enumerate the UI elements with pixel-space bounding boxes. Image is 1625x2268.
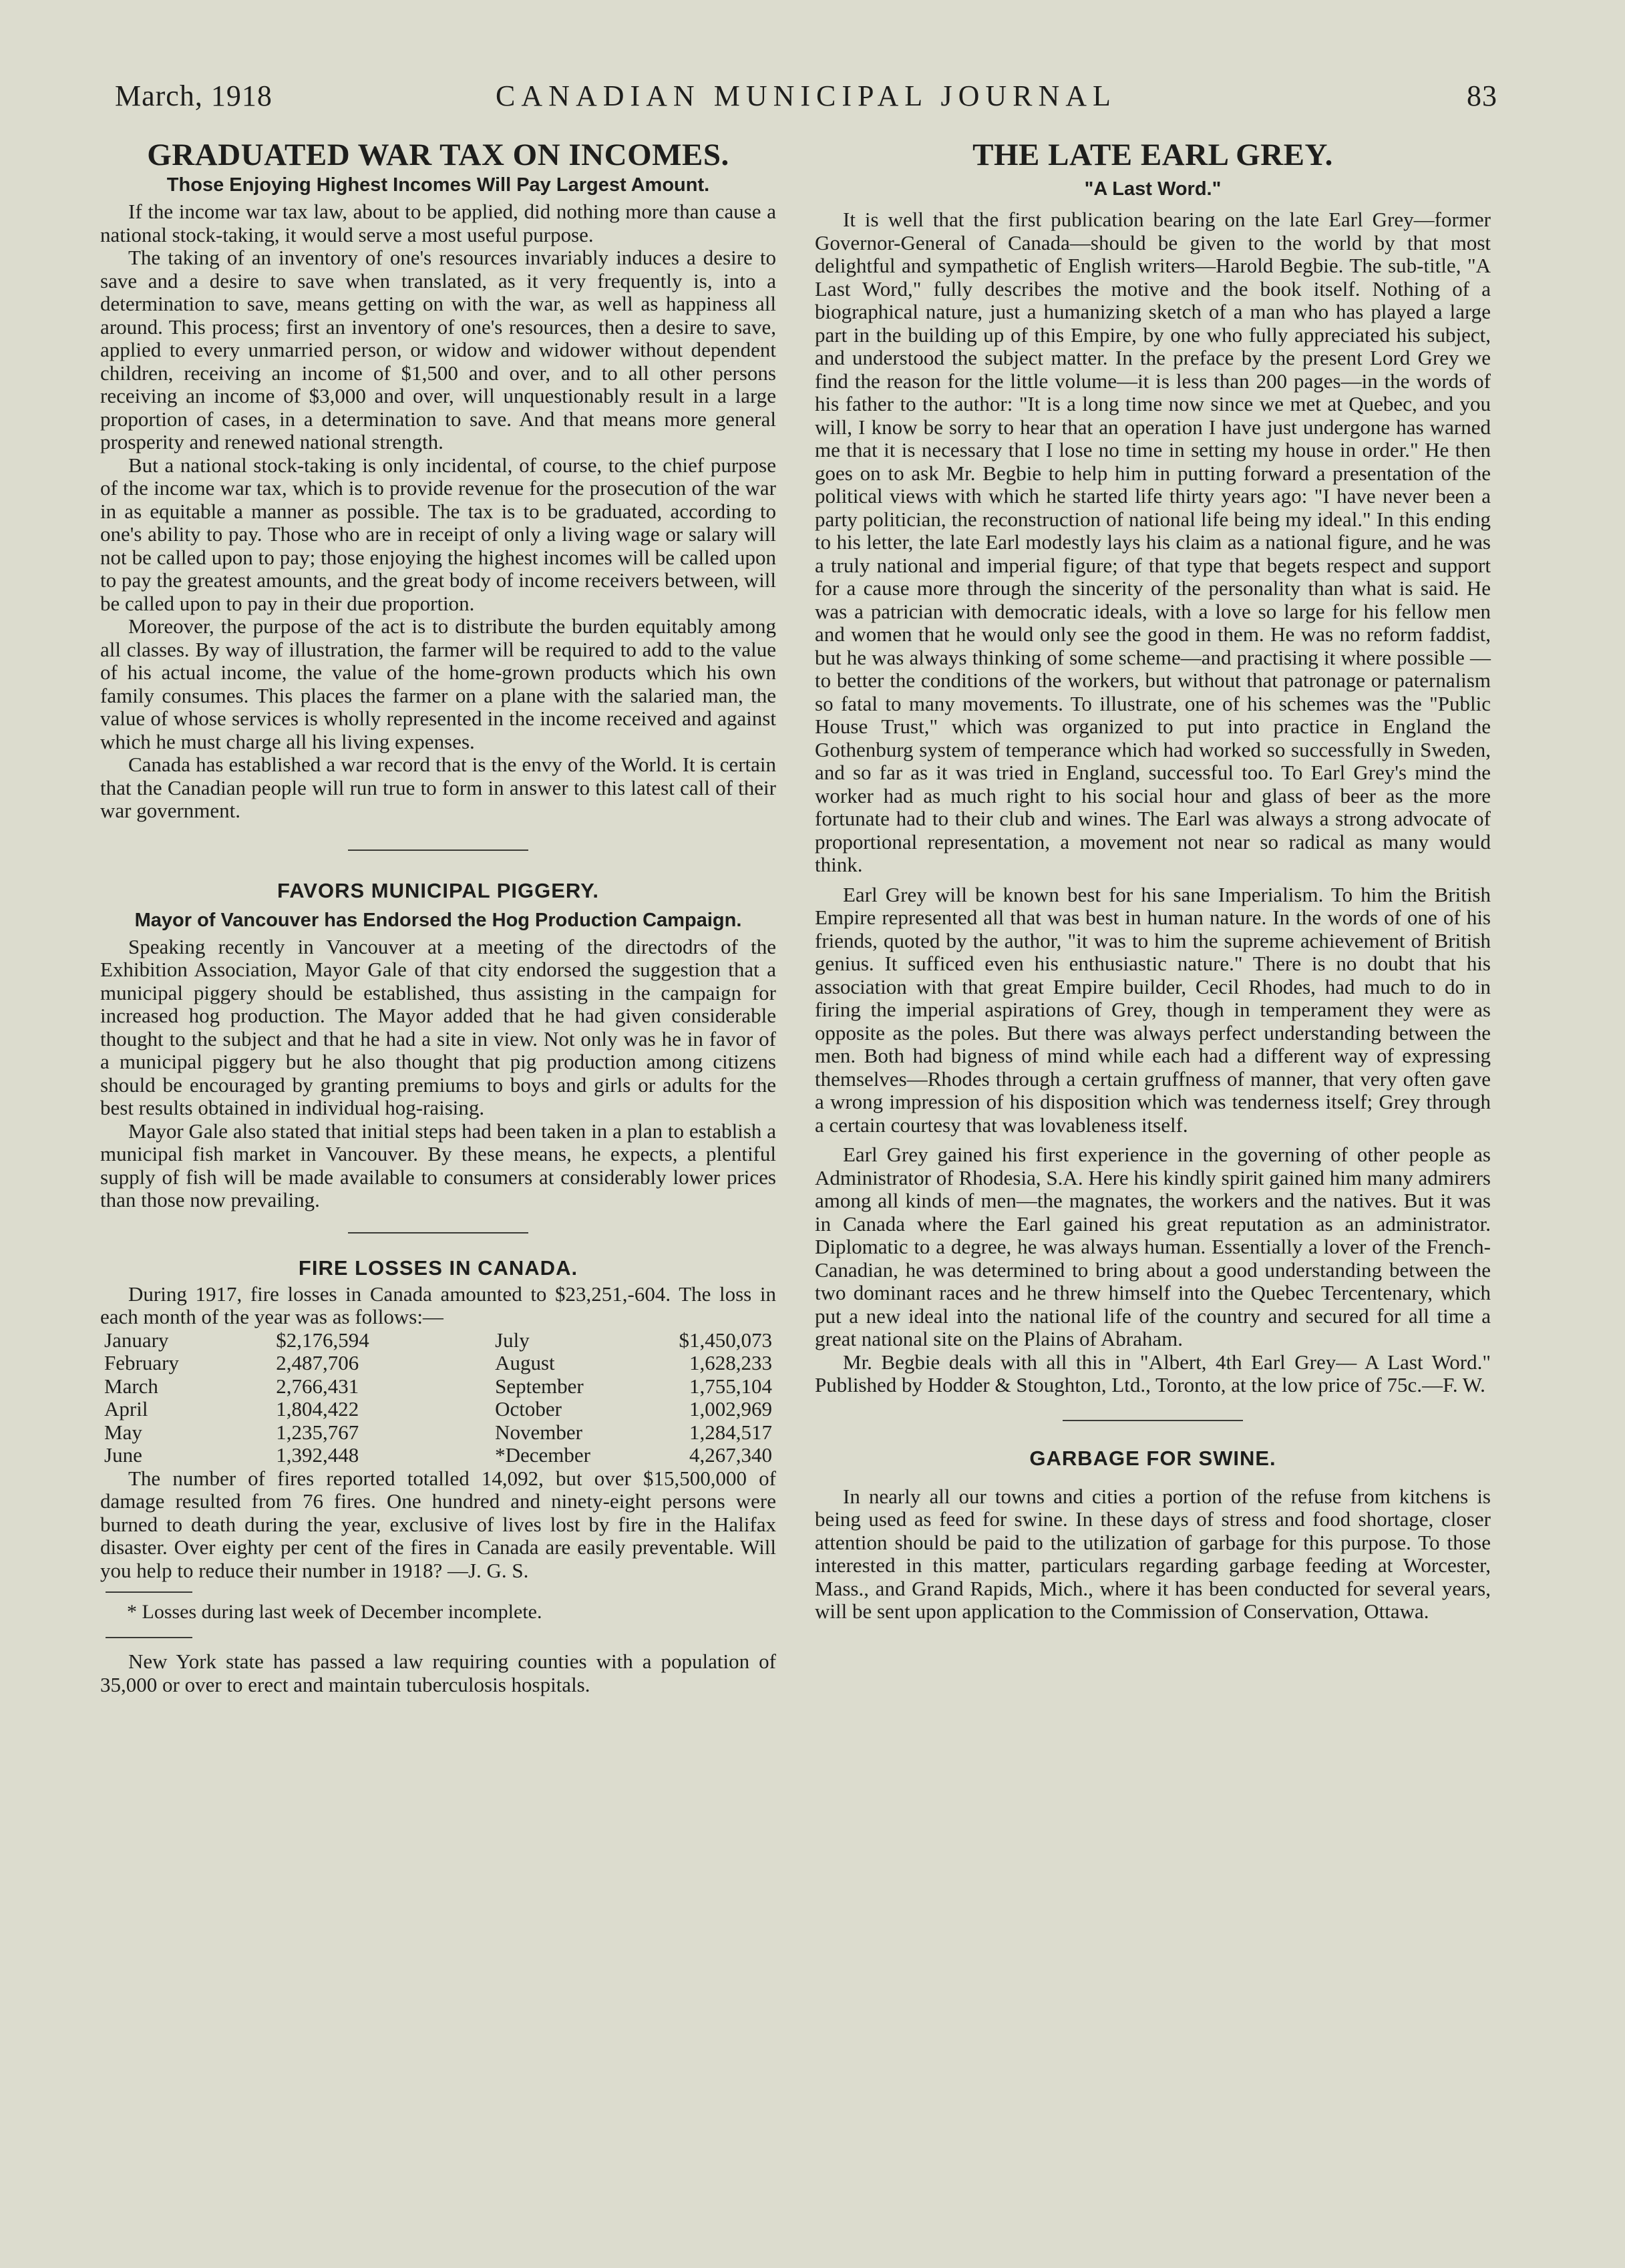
footnote-rule [106, 1637, 192, 1638]
value-cell: 1,804,422 [276, 1397, 359, 1421]
table-row [104, 1375, 772, 1398]
journal-title: CANADIAN MUNICIPAL JOURNAL [496, 79, 1117, 112]
month-cell: January [104, 1328, 169, 1352]
left-column [100, 137, 776, 1696]
value-cell: 4,267,340 [689, 1443, 772, 1467]
value-cell: 2,487,706 [276, 1351, 359, 1374]
footnote-rule [106, 1591, 192, 1593]
month-cell: April [104, 1397, 148, 1421]
paragraph: Earl Grey gained his first experience in the governing of other people as Administrator of Rhodesia, S.A. Here his kindly spirit gained him many admirers among all kinds of men—the magnates, the workers and the natives. But it was in Canada where the Earl gained his great reputation as an administrator. Diplomatic to a degree, he was always human. Essentially a lover of the French-Canadian, he was determined to bring about a good understanding between the two dominant races and he threw himself into the Quebec Tercentenary, which put a new ideal into the national life of the country and secured for all time a great national site on the Plains of Abraham. [815, 1143, 1491, 1350]
value-cell: $1,450,073 [679, 1328, 772, 1352]
paragraph: It is well that the first publication bearing on the late Earl Grey—former Governor-General of Canada—should be given to the world by that most delightful and sympathetic of English writers—Harold Begbie. The sub-title, "A Last Word," fully describes the motive and the book itself. Nothing of a biographical nature, just a humanizing sketch of a man who has played a large part in the building up of this Empire, by one who fully appreciated his subject, and understood the subject matter. In the preface by the present Lord Grey we find the reason for the little volume—it is less than 200 pages—in the words of his father to the author: "It is a long time now since we met at Quebec, and you will, I know be sorry to hear that an operation I have just undergone has warned me that it is necessary that I lose no time in setting my house in order." He then goes on to ask Mr. Begbie to help him in putting forward a presentation of the political views with which he started life thirty years ago: "I have never been a party politician, the reconstruction of national life being my ideal." In this ending to his letter, the late Earl modestly lays his claim as a national figure, and he was a truly national and imperial figure; of that type that begets respect and support for a cause more through the sincerity of the personality than what is said. He was a patrician with democratic ideals, with a love so large for his fellow men and women that he would only see the good in them. He was no reform faddist, but he was always thinking of some scheme—and practising it where possible —to better the conditions of the workers, but without that patronage or paternalism so fatal to many movements. To illustrate, one of his schemes was the "Public House Trust," which was organized to put into practice in England the Gothenburg system of temperance which had worked so successfully in Sweden, and so far as it was tried in England, successful too. To Earl Grey's mind the worker had as much right to his social hour and glass of beer as the more fortunate had to their club and wines. The Earl was always a strong advocate of proportional representation, a movement not near so radical as many would think. [815, 208, 1491, 876]
section-divider [1063, 1420, 1243, 1421]
table-row [104, 1398, 772, 1421]
month-cell: May [104, 1420, 142, 1444]
table-row [104, 1421, 772, 1445]
paragraph: During 1917, fire losses in Canada amounted to $23,251,-604. The loss in each month of the year was as follows:— [100, 1282, 776, 1328]
issue-date: March, 1918 [115, 79, 273, 112]
article-subtitle: Mayor of Vancouver has Endorsed the Hog Production Campaign. [134, 909, 742, 931]
month-cell: September [495, 1374, 584, 1398]
article-title: FIRE LOSSES IN CANADA. [298, 1256, 578, 1280]
page-number: 83 [1467, 79, 1497, 112]
table-row [104, 1444, 772, 1467]
paragraph: Speaking recently in Vancouver at a meeting of the directodrs of the Exhibition Association, Mayor Gale of that city endorsed the suggestion that a municipal piggery should be established, thus assisting in the campaign for increased hog production. The Mayor added that he had given considerable thought to the subject and that he had a site in view. Not only was he in favor of a municipal piggery but he also thought that pig production among citizens should be encouraged by granting premiums to boys and girls or adults for the best results obtained in individual hog-raising. [100, 934, 776, 1119]
article-earl-grey [815, 137, 1491, 1397]
article-title: THE LATE EARL GREY. [972, 138, 1333, 172]
month-cell: March [104, 1374, 158, 1398]
footnote: * Losses during last week of December incomplete. [127, 1601, 542, 1623]
value-cell: 1,235,767 [276, 1420, 359, 1444]
month-cell: August [495, 1351, 555, 1374]
month-cell: February [104, 1351, 179, 1374]
value-cell: 1,392,448 [276, 1443, 359, 1467]
paragraph: Canada has established a war record that is the envy of the World. It is certain that the Canadian people will run true to form in answer to this latest call of their war government. [100, 753, 776, 822]
news-item-new-york: New York state has passed a law requiring counties with a population of 35,000 or over to erect and maintain tuberculosis hospitals. [100, 1650, 776, 1696]
article-garbage-for-swine [815, 1447, 1491, 1624]
right-column [815, 137, 1491, 1624]
paragraph: If the income war tax law, about to be applied, did nothing more than cause a national stock-taking, it would serve a most useful purpose. [100, 200, 776, 246]
month-cell: October [495, 1397, 562, 1421]
table-row [104, 1352, 772, 1375]
paragraph: The taking of an inventory of one's resources invariably induces a desire to save and a desire to save when translated, as it very frequently is, into a determination to save, means getting on with the war, as well as happiness all around. This process; first an inventory of one's resources, then a desire to save, applied to every unmarried person, or widow and widower without dependent children, receiving an income of $1,500 and over, and to all other persons receiving an income of $3,000 and over, will unquestionably result in a large proportion of cases, in a determination to save. And that means more general prosperity and renewed national strength. [100, 246, 776, 453]
paragraph: Moreover, the purpose of the act is to distribute the burden equitably among all classes. By way of illustration, the farmer will be required to add to the value of his actual income, the value of the home-grown products which his own family consumes. This places the farmer on a plane with the salaried man, the value of whose services is wholly represented in the income received and against which he must charge all his living expenses. [100, 614, 776, 753]
month-cell: *December [495, 1443, 590, 1467]
section-divider [348, 849, 528, 851]
article-war-tax [100, 137, 776, 823]
article-subtitle: "A Last Word." [1084, 178, 1222, 200]
value-cell: 2,766,431 [276, 1374, 359, 1398]
section-divider [348, 1232, 528, 1234]
value-cell: 1,284,517 [689, 1420, 772, 1444]
article-fire-losses [100, 1256, 776, 1624]
value-cell: 1,755,104 [689, 1374, 772, 1398]
running-head [115, 79, 1497, 119]
paragraph: In nearly all our towns and cities a portion of the refuse from kitchens is being used as feed for swine. In these days of stress and food shortage, closer attention should be paid to the utilization of garbage for this purpose. To those interested in this matter, particulars regarding garbage feeding at Worcester, Mass., and Grand Rapids, Mich., where it has been conducted for several years, will be sent upon application to the Commission of Conservation, Ottawa. [815, 1484, 1491, 1623]
value-cell: 1,002,969 [689, 1397, 772, 1421]
article-title: FAVORS MUNICIPAL PIGGERY. [277, 878, 600, 902]
article-title: GARBAGE FOR SWINE. [1029, 1446, 1276, 1470]
paragraph: Mayor Gale also stated that initial steps had been taken in a plan to establish a municipal fish market in Vancouver. By these means, he expects, a plentiful supply of fish will be made available to consumers at considerably lower prices than those now prevailing. [100, 1119, 776, 1211]
article-title: GRADUATED WAR TAX ON INCOMES. [147, 138, 729, 172]
paragraph: The number of fires reported totalled 14,092, but over $15,500,000 of damage resulted from 76 fires. One hundred and ninety-eight persons were burned to death during the year, exclusive of lives lost by fire in the Halifax disaster. Over eighty per cent of the fires in Canada are easily preventable. Will you help to reduce their number in 1918? —J. G. S. [100, 1466, 776, 1582]
month-cell: June [104, 1443, 142, 1467]
article-subtitle: Those Enjoying Highest Incomes Will Pay Largest Amount. [166, 174, 710, 196]
paragraph: Earl Grey will be known best for his sane Imperialism. To him the British Empire represented all that was best in human nature. In the words of one of his friends, quoted by the author, "it was to him the supreme achievement of British genius. It sufficed even his enthusiastic nature." There is no doubt that his association with that great Empire builder, Cecil Rhodes, had much to do in firing the imperial aspirations of Grey, though in temperament they were as opposite as the poles. But there was always perfect understanding between the men. Both had bigness of mind while each had a different way of expressing themselves—Rhodes through a certain gruffness of manner, that very often gave a wrong impression of his disposition which was tenderness itself; Grey through a certain courtesy that was lovableness itself. [815, 882, 1491, 1137]
paragraph: But a national stock-taking is only incidental, of course, to the chief purpose of the income war tax, which is to provide revenue for the prosecution of the war in as equitable a manner as possible. The tax is to be graduated, according to one's ability to pay. Those who are in receipt of only a living wage or salary will not be called upon to pay; those enjoying the highest incomes will be called upon to pay the greatest amounts, and the great body of income receivers between, will be called upon to pay in their due proportion. [100, 453, 776, 615]
paragraph: Mr. Begbie deals with all this in "Albert, 4th Earl Grey— A Last Word." Published by Hodder & Stoughton, Ltd., Toronto, at the low price of 75c.—F. W. [815, 1350, 1491, 1396]
month-cell: November [495, 1420, 582, 1444]
table-row [104, 1329, 772, 1352]
article-municipal-piggery [100, 879, 776, 1212]
fire-loss-table [104, 1329, 772, 1467]
month-cell: July [495, 1328, 530, 1352]
value-cell: $2,176,594 [276, 1328, 369, 1352]
value-cell: 1,628,233 [689, 1351, 772, 1374]
